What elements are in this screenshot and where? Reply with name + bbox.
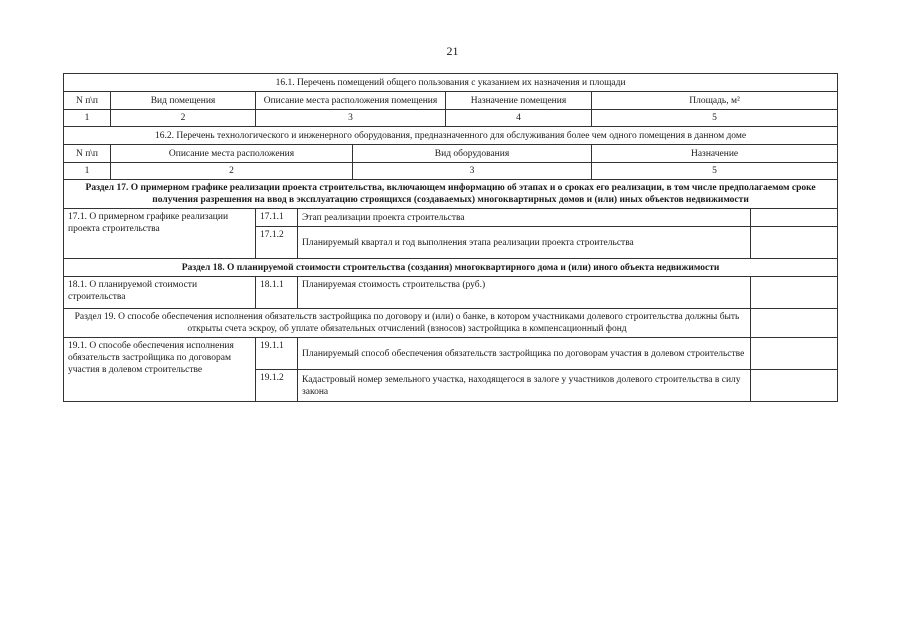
value-cell: [751, 309, 838, 338]
header-cell: N п\п: [64, 145, 111, 163]
value-cell: [751, 370, 838, 402]
item-text: Планируемый квартал и год выполнения этапа реализации проекта строительства: [298, 227, 751, 259]
header-cell: Назначение: [592, 145, 838, 163]
header-cell: Описание места расположения: [111, 145, 353, 163]
number-cell: 1: [64, 163, 111, 180]
item-code: 19.1.2: [256, 370, 298, 402]
number-cell: 5: [592, 110, 838, 127]
header-cell: Вид помещения: [111, 92, 256, 110]
item-text: Планируемая стоимость строительства (руб.): [298, 277, 751, 309]
item-code: 17.1.1: [256, 209, 298, 227]
item-text: Планируемый способ обеспечения обязательств застройщика по договорам участия в долевом строительстве: [298, 338, 751, 370]
number-cell: 3: [353, 163, 592, 180]
number-cell: 4: [446, 110, 592, 127]
value-cell: [751, 227, 838, 259]
number-cell: 5: [592, 163, 838, 180]
item-code: 19.1.1: [256, 338, 298, 370]
number-cell: 2: [111, 110, 256, 127]
header-cell: Площадь, м²: [592, 92, 838, 110]
value-cell: [751, 209, 838, 227]
value-cell: [751, 338, 838, 370]
subsection-18-1-label: 18.1. О планируемой стоимости строительства: [64, 277, 256, 309]
section-18-title: Раздел 18. О планируемой стоимости строительства (создания) многоквартирного дома и (или) иного объекта недвижимости: [64, 259, 838, 277]
item-text: Этап реализации проекта строительства: [298, 209, 751, 227]
header-cell: N п\п: [64, 92, 111, 110]
item-text: Кадастровый номер земельного участка, находящегося в залоге у участников долевого строительства в силу закона: [298, 370, 751, 402]
section-19-title: Раздел 19. О способе обеспечения исполнения обязательств застройщика по договору и (или) о банке, в котором участниками долевого строительства должны быть открыты счета эскроу, об уплате обязательных отчислений (взносов) застройщика в компенсационный фонд: [64, 309, 751, 338]
header-cell: Вид оборудования: [353, 145, 592, 163]
header-cell: Назначение помещения: [446, 92, 592, 110]
page-number: 21: [446, 44, 459, 58]
item-code: 18.1.1: [256, 277, 298, 309]
subsection-17-1-label: 17.1. О примерном графике реализации проекта строительства: [64, 209, 256, 259]
item-code: 17.1.2: [256, 227, 298, 259]
section-17-title: Раздел 17. О примерном графике реализации проекта строительства, включающем информацию об этапах и о сроках его реализации, в том числе предполагаемом сроке получения разрешения на ввод в эксплуатацию строящихся (создаваемых) многоквартирных домов и (или) иных объектов недвижимости: [64, 180, 838, 209]
number-cell: 1: [64, 110, 111, 127]
number-cell: 2: [111, 163, 353, 180]
header-cell: Описание места расположения помещения: [256, 92, 446, 110]
section-16-1-title: 16.1. Перечень помещений общего пользования с указанием их назначения и площади: [64, 74, 838, 92]
subsection-19-1-label: 19.1. О способе обеспечения исполнения обязательств застройщика по договорам участия в долевом строительстве: [64, 338, 256, 402]
document-table: [63, 73, 838, 402]
number-cell: 3: [256, 110, 446, 127]
section-16-2-title: 16.2. Перечень технологического и инженерного оборудования, предназначенного для обслуживания более чем одного помещения в данном доме: [64, 127, 838, 145]
value-cell: [751, 277, 838, 309]
